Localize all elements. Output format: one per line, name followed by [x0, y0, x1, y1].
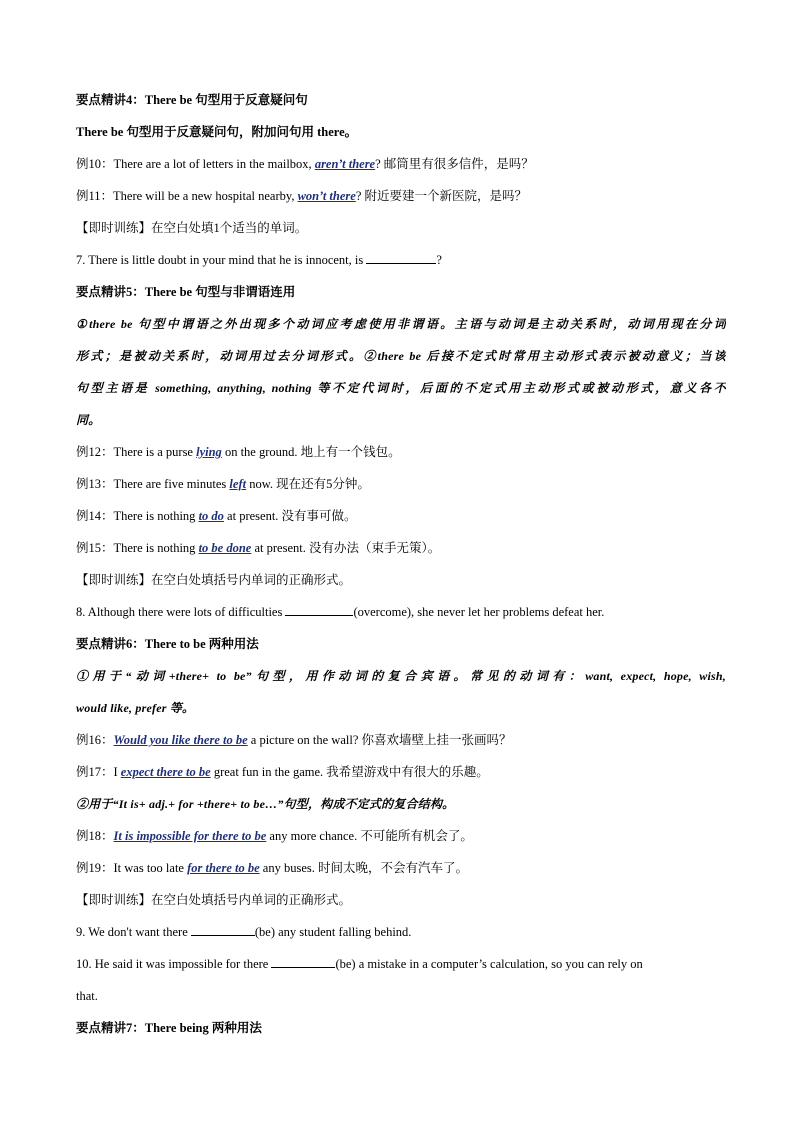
document-page — [76, 84, 726, 1044]
section-5-heading: 要点精讲5：There be 句型与非谓语连用 — [76, 285, 296, 299]
answer-blank-10[interactable] — [271, 955, 335, 968]
section-6-rule-1 — [76, 660, 726, 724]
section-4-rule: There be 句型用于反意疑问句，附加问句用 there。 — [76, 125, 358, 139]
example-11: 例11：There will be a new hospital nearby, won’t there? 附近要建一个新医院，是吗？ — [76, 189, 527, 203]
example-17-answer: expect there to be — [120, 765, 211, 779]
example-12: 例12：There is a purse lying on the ground. 地上有一个钱包。 — [76, 445, 401, 459]
example-10: 例10：There are a lot of letters in the mailbox, aren’t there? 邮筒里有很多信件，是吗？ — [76, 157, 534, 171]
section-5-rule-line: 同。 — [76, 413, 101, 427]
drill-label-6: 【即时训练】在空白处填括号内单词的正确形式。 — [76, 893, 352, 907]
example-13-answer: left — [229, 477, 247, 491]
example-19: 例19：It was too late for there to be any buses. 时间太晚，不会有汽车了。 — [76, 861, 468, 875]
example-15: 例15：There is nothing to be done at present. 没有办法（束手无策）。 — [76, 541, 441, 555]
question-10-continued: that. — [76, 989, 98, 1003]
drill-label-5: 【即时训练】在空白处填括号内单词的正确形式。 — [76, 573, 352, 587]
section-5-rule — [76, 308, 726, 436]
example-19-answer: for there to be — [187, 861, 260, 875]
section-7-heading: 要点精讲7：There being 两种用法 — [76, 1021, 262, 1035]
question-10: 10. He said it was impossible for there (be) a mistake in a computer’s calculation, so you can rely on — [76, 957, 643, 971]
example-13: 例13：There are five minutes left now. 现在还有5分钟。 — [76, 477, 370, 491]
section-5-rule-line: 形式；是被动关系时，动词用过去分词形式。②there be 后接不定式时常用主动形式表示被动意义；当该 — [76, 349, 726, 363]
drill-label-4: 【即时训练】在空白处填1个适当的单词。 — [76, 221, 308, 235]
answer-blank-9[interactable] — [191, 923, 255, 936]
question-8: 8. Although there were lots of difficulties (overcome), she never let her problems defeat her. — [76, 605, 605, 619]
example-10-answer: aren’t there — [314, 157, 376, 171]
example-15-answer: to be done — [198, 541, 252, 555]
example-14: 例14：There is nothing to do at present. 没有事可做。 — [76, 509, 357, 523]
example-17: 例17：I expect there to be great fun in the game. 我希望游戏中有很大的乐趣。 — [76, 765, 489, 779]
question-7: 7. There is little doubt in your mind that he is innocent, is ? — [76, 253, 442, 267]
section-6-rule-line: ①用于“动词+there+ to be”句型，用作动词的复合宾语。常见的动词有：want, expect, hope, wish, — [76, 669, 726, 683]
example-11-answer: won’t there — [297, 189, 356, 203]
answer-blank-8[interactable] — [285, 603, 353, 616]
example-12-answer: lying — [196, 445, 222, 459]
example-18-answer: It is impossible for there to be — [113, 829, 267, 843]
section-4-heading: 要点精讲4：There be 句型用于反意疑问句 — [76, 93, 308, 107]
example-14-answer: to do — [198, 509, 224, 523]
example-16-answer: Would you like there to be — [113, 733, 248, 747]
section-6-rule-line: would like, prefer 等。 — [76, 701, 195, 715]
section-6-heading: 要点精讲6：There to be 两种用法 — [76, 637, 259, 651]
example-16: 例16：Would you like there to be a picture on the wall? 你喜欢墙壁上挂一张画吗？ — [76, 733, 512, 747]
section-5-rule-line: 句型主语是 something, anything, nothing 等不定代词时，后面的不定式用主动形式或被动形式，意义各不 — [76, 381, 726, 395]
example-18: 例18：It is impossible for there to be any more chance. 不可能所有机会了。 — [76, 829, 473, 843]
answer-blank-7[interactable] — [366, 251, 436, 264]
section-5-rule-line: ①there be 句型中谓语之外出现多个动词应考虑使用非谓语。主语与动词是主动关系时，动词用现在分词 — [76, 317, 726, 331]
question-9: 9. We don't want there (be) any student falling behind. — [76, 925, 412, 939]
section-6-rule-2: ②用于“It is+ adj.+ for +there+ to be…”句型，构成不定式的复合结构。 — [76, 797, 455, 811]
